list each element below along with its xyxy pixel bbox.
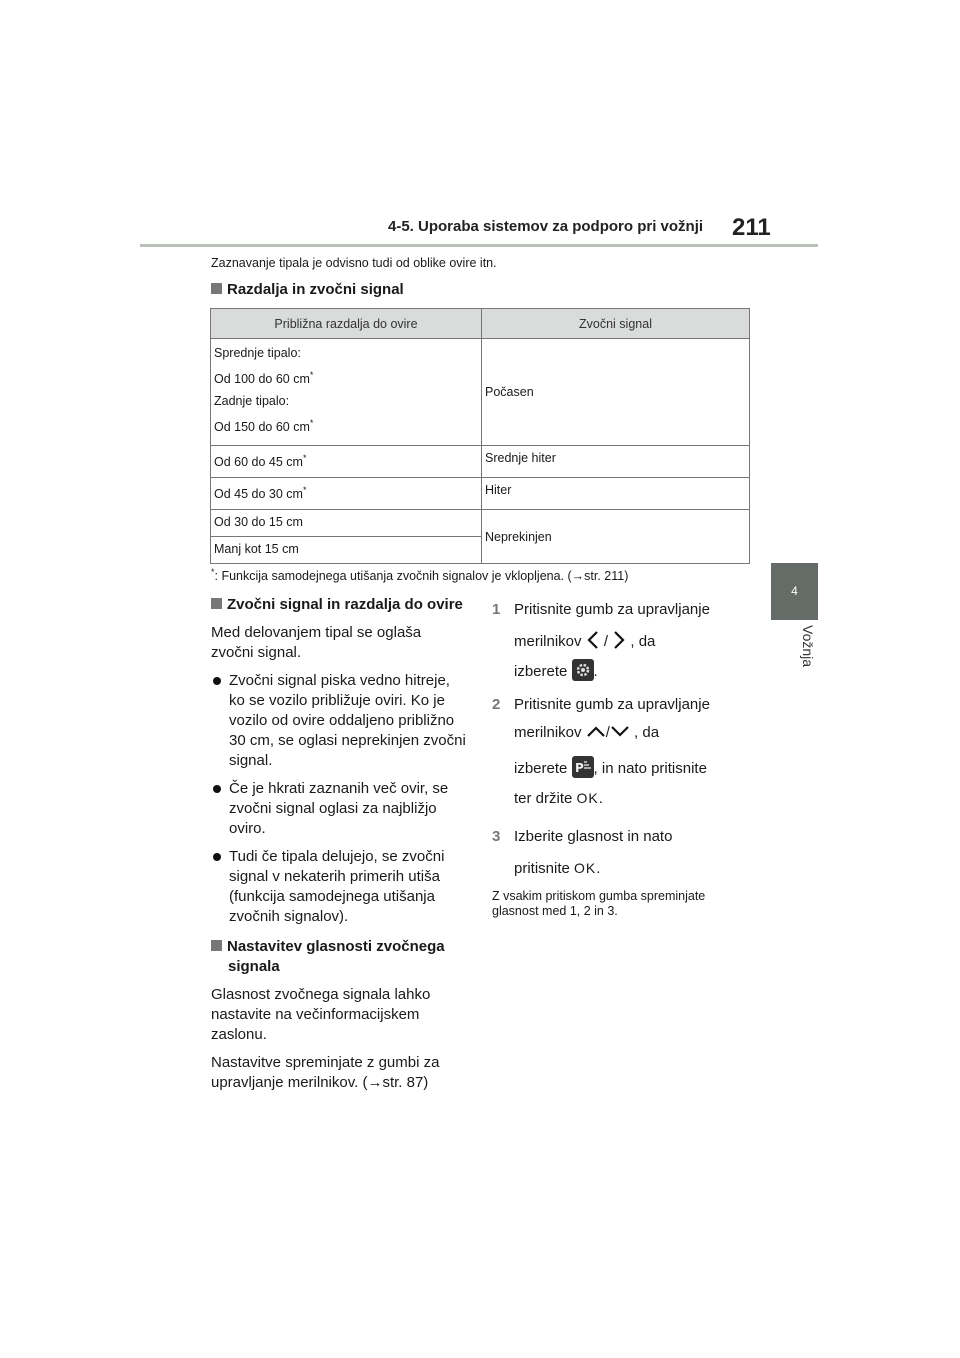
chevron-up-icon [586, 724, 606, 742]
parking-sensor-icon [572, 756, 594, 782]
table-cell: Počasen [482, 339, 750, 446]
step-2-line4: ter držite OK. [514, 790, 603, 807]
table-row [211, 510, 750, 537]
table-header: Zvočni signal [482, 309, 750, 339]
ok-button-icon: OK [574, 860, 597, 876]
section-heading-volume: Nastavitev glasnosti zvočnega signala [211, 937, 466, 977]
square-bullet-icon [211, 283, 222, 294]
table-cell: Srednje hiter [482, 446, 750, 478]
chapter-tab: 4 [771, 563, 818, 620]
step-1-line1: 1 Pritisnite gumb za upravljanje [492, 601, 710, 618]
table-cell: Sprednje tipalo: Od 100 do 60 cm* Zadnje tipalo: Od 150 do 60 cm* [211, 339, 482, 446]
table-row [211, 478, 750, 510]
chapter-label: Vožnja [800, 625, 816, 668]
table-cell: Hiter [482, 478, 750, 510]
bullet-item: Tudi če tipala delujejo, se zvočni signal v nekaterih primerih utiša (funkcija samodejnega utišanja zvočnih signalov). [211, 847, 466, 927]
page-number: 211 [732, 214, 771, 241]
step-2-line1: 2 Pritisnite gumb za upravljanje [492, 696, 710, 713]
bullet-item: Če je hkrati zaznanih več ovir, se zvočni signal oglasi za najbližjo oviro. [211, 779, 466, 839]
svg-text:P: P [574, 761, 584, 775]
section-heading-signal: Zvočni signal in razdalja do ovire [211, 595, 466, 615]
ok-button-icon: OK [576, 790, 599, 806]
table-cell: Od 30 do 15 cm [211, 510, 482, 537]
bullet-item: Zvočni signal piska vedno hitreje, ko se vozilo približuje oviri. Ko je vozilo od ovire oddaljeno približno 30 cm, se oglasi neprekinjen zvočni signal. [211, 671, 466, 771]
note-text: Z vsakim pritiskom gumba spreminjate glasnost med 1, 2 in 3. [492, 889, 706, 918]
chevron-down-icon [610, 724, 630, 742]
section-title: 4-5. Uporaba sistemov za podporo pri vožnji [388, 218, 704, 235]
table-row [211, 446, 750, 478]
left-column [211, 595, 466, 1093]
table-cell: Od 60 do 45 cm* [211, 446, 482, 478]
gear-icon [572, 659, 594, 685]
table-cell: Od 45 do 30 cm* [211, 478, 482, 510]
paragraph: Nastavitve spreminjate z gumbi za upravljanje merilnikov. (→str. 87) [211, 1054, 440, 1091]
square-bullet-icon [211, 598, 222, 609]
table-row [211, 339, 750, 446]
header-rule [140, 244, 818, 247]
chevron-right-icon [612, 630, 626, 654]
square-bullet-icon [211, 940, 222, 951]
table-cell: Neprekinjen [482, 510, 750, 564]
chevron-left-icon [586, 630, 600, 654]
distance-table [210, 308, 750, 564]
step-2-line2: merilnikov / , da [514, 724, 660, 741]
section-heading-distance: Razdalja in zvočni signal [211, 280, 404, 300]
paragraph: Med delovanjem tipal se oglaša zvočni signal. [211, 624, 422, 661]
paragraph: Glasnost zvočnega signala lahko nastavite na večinformacijskem zaslonu. [211, 986, 431, 1043]
step-2-line3: izberete P , in nato pritisnite [514, 756, 707, 782]
table-cell: Manj kot 15 cm [211, 537, 482, 564]
table-header: Približna razdalja do ovire [211, 309, 482, 339]
step-1-line3: izberete . [514, 659, 598, 685]
step-3-line1: 3 Izberite glasnost in nato [492, 828, 673, 845]
step-1-line2: merilnikov / , da [514, 630, 655, 654]
step-3-line2: pritisnite OK. [514, 860, 601, 877]
intro-text: Zaznavanje tipala je odvisno tudi od oblike ovire itn. [211, 256, 497, 270]
footnote: *: Funkcija samodejnega utišanja zvočnih signalov je vklopljena. (→str. 211) [211, 567, 629, 584]
